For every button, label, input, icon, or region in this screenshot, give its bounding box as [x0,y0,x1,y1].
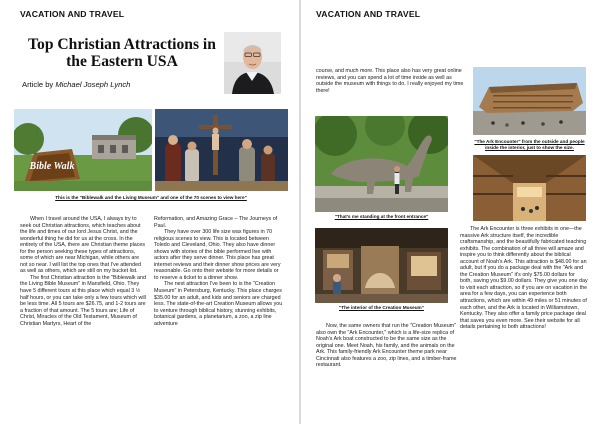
paragraph: The first Christian attraction is the "Biblewalk and the Living Bible Museum" in Mansfield, Ohio. They have 5 different tours at this place which equal 3 ½ half hours, or you can take only a few tours which will be less time. All 5 tours are $26.75, and 1-2 tours are a fraction of that amount. The 5 tours are; Life of Christ, Miracles of the Old Testament, Museum of Christian Martyrs, Heart of the [20,274,146,327]
paragraph: The Ark Encounter is three exhibits in one—the massive Ark structure itself, the incredible craftsmanship, and the beautifully fabricated teaching exhibits. The combination of all three will amaze and inspire you to think differently about the biblical account of Noah's Ark. This attraction is $48.00 for an adult, but if you do a package deal with the "Ark and the Creation Museum" it's only $75.00 dollars for both, saving you $9.00 dollars. They give you one day to visit each attraction, so if you are on vacation in the area for a few days, you can experience both attractions, which are within 49 miles or 51 minutes of each other, and the Ark is located in Williamstown, Kentucky. They also offer a family price package deal that saves you even more. See their website for all details pertaining to both attractions! [460,226,588,331]
byline-prefix: Article by [22,80,54,89]
caption-interior: "The interior of the Creation Museum" [339,305,424,310]
ark-interior-photo [473,155,586,221]
right-column-text [460,226,588,331]
section-label-right: VACATION AND TRAVEL [316,9,421,19]
biblewalk-exterior-photo [14,109,152,191]
caption-ark: "The Ark Encounter" from the outside and people inside the interior, just to show the size. [474,139,585,150]
right-top-text [316,68,464,94]
author-photo [224,32,281,94]
paragraph: They have over 300 life size wax figures in 70 religious scenes to view. This is located between Toledo and Cleveland, Ohio. They also have dinner shows with stories of the bible performed live with actors after they serve dinner. This place has great internet reviews and their dinner show prices are very reasonable. Go onto their website for more details or to reserve a ticket to a dinner show. [154,229,281,281]
museum-interior-photo [315,228,448,303]
dinosaur-entrance-photo [315,116,448,212]
wax-scene-photo [155,109,288,191]
paragraph: The next attraction I've been to is the "Creation Museum" in Petersburg, Kentucky. This place charges $35.00 for an adult, and kids and seniors are charged less. The state-of-the-art Creation Museum allows you to venture through biblical history, stunning exhibits, botanical gardens, a planetarium, a zoo, a zip line adventure [154,281,283,327]
paragraph: course, and much more. This place also has very great online reviews, and you can spend a lot of time inside as well as outside the museum with things to do. I really enjoyed my time there! [316,68,464,94]
paragraph: When I travel around the USA, I always try to seek out Christian attractions, which teaches about the life and times of our lord Jesus Christ, and the wonderful thing he did for us at the cross. In the entirety of the USA, there are Christian theme places for the person seeking these types of attractions, some of which are near Michigan, while others are not so near. I will list the top ones that I've attended as well as others, which are still on my bucket list. [20,216,146,275]
left-column-2 [154,216,284,327]
byline [22,80,130,89]
paragraph: Now, the same owners that run the "Creation Museum" also own the "Ark Encounter," which is a life-size replica of Noah's Ark boat constructed to be the same size as the original one. Meet Noah, his family, and the animals on the Ark. This family-friendly Ark Encounter theme park near Cincinnati also features a zoo, zip lines, and a timber-frame restaurant. [316,323,457,369]
sign-text: Bible Walk [29,161,75,172]
caption-dinosaur: "That's me standing at the front entrance" [334,214,429,219]
paragraph: Reformation, and Amazing Grace – The Journeys of Paul. [154,216,278,229]
article-title: Top Christian Attractions in the Eastern USA [28,36,216,70]
right-bottom-text [316,323,464,369]
author-name: Michael Joseph Lynch [55,80,131,89]
caption-biblewalk: This is the "Biblewalk and the Living Museum" and one of the 70 scenes to view here" [55,195,247,200]
page-gutter [299,0,301,424]
section-label-left: VACATION AND TRAVEL [20,9,125,19]
left-column-1 [20,216,148,327]
ark-exterior-photo [473,67,586,135]
